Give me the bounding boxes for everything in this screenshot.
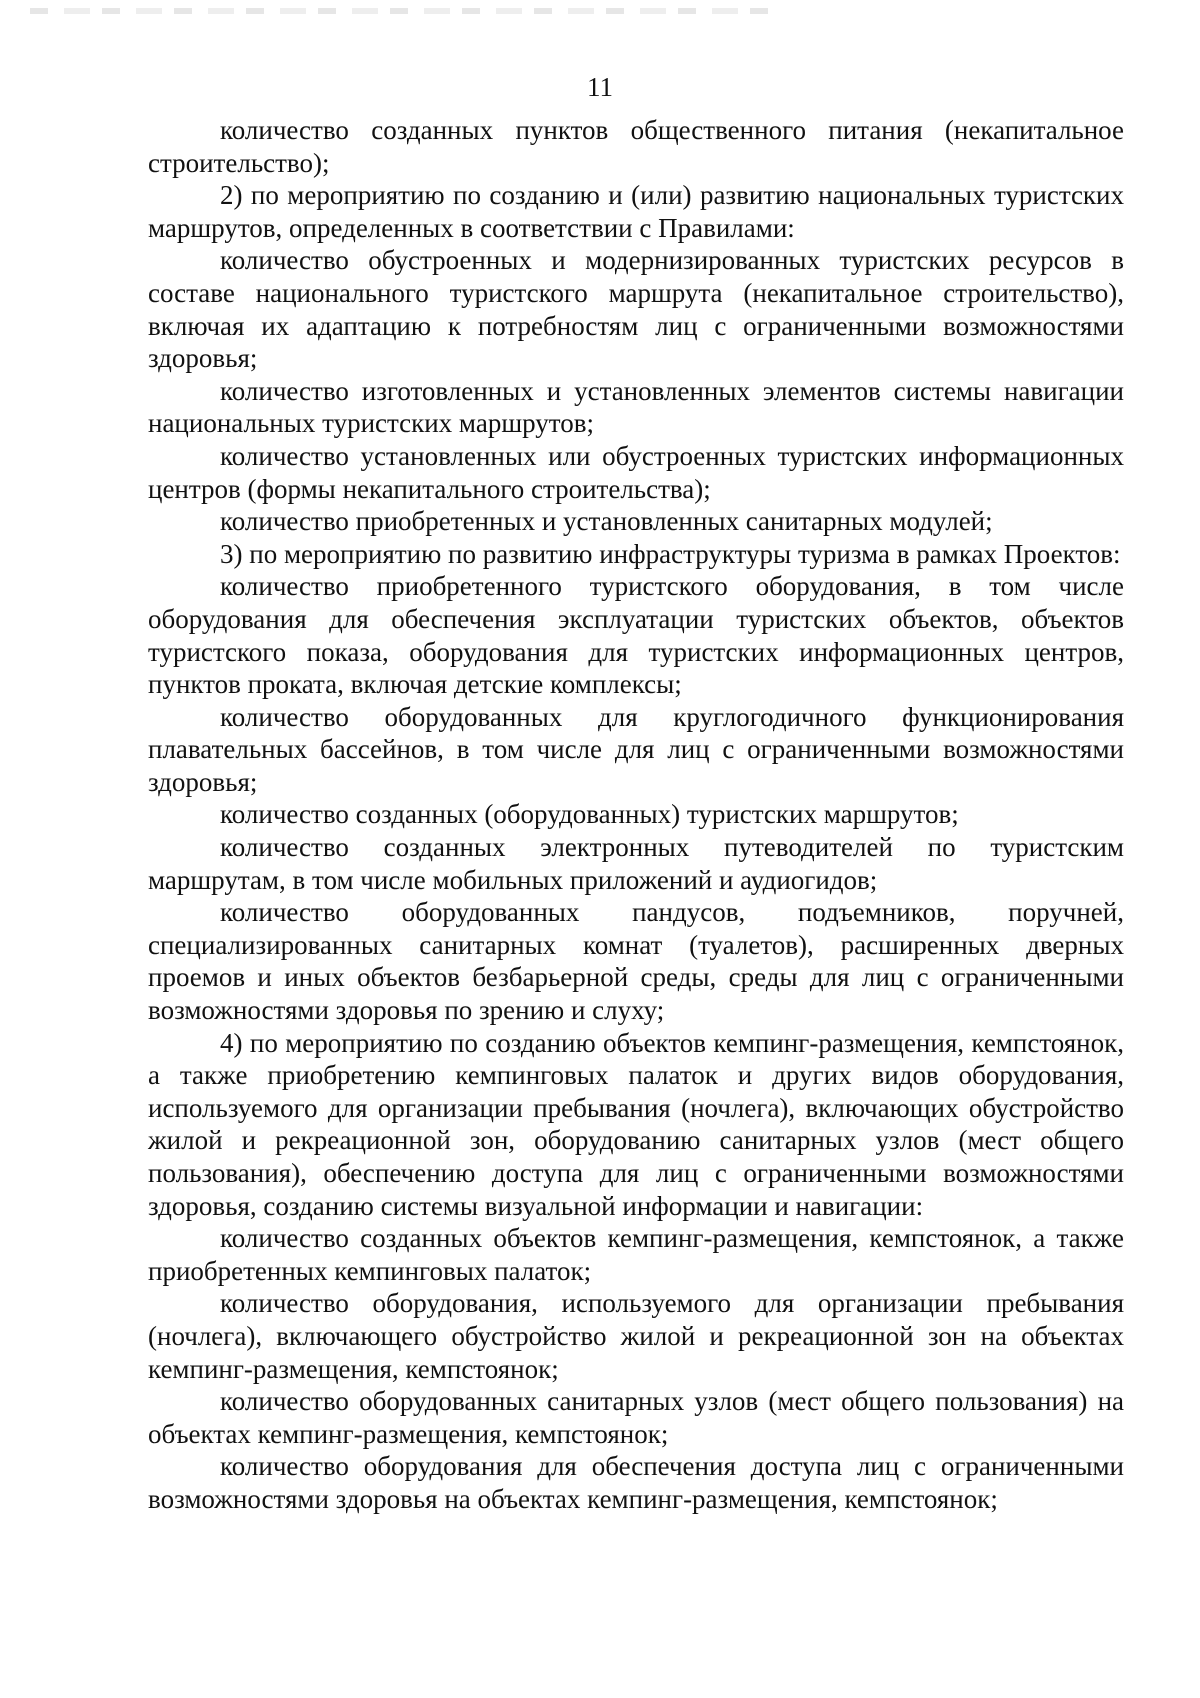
paragraph: количество созданных электронных путеводителей по туристским маршрутам, в том числе мобильных приложений и аудиогидов;	[148, 832, 1124, 895]
paragraph: количество созданных объектов кемпинг-размещения, кемпстоянок, а также приобретенных кемпинговых палаток;	[148, 1223, 1124, 1286]
paragraph: количество установленных или обустроенных туристских информационных центров (формы некапитального строительства);	[148, 440, 1124, 504]
paragraph: количество оборудованных санитарных узлов (мест общего пользования) на объектах кемпинг-размещения, кемпстоянок;	[148, 1386, 1124, 1449]
paragraph: 4) по мероприятию по созданию объектов кемпинг-размещения, кемпстоянок, а также приобретению кемпинговых палаток и других видов оборудования, используемого для организации пребывания (ночлега), включающих обустройство жилой и рекреационной зон, оборудованию санитарных узлов (мест общего пользования), обеспечению доступа для лиц с ограниченными возможностями здоровья, созданию системы визуальной информации и навигации:	[148, 1027, 1124, 1221]
paragraph: количество оборудования для обеспечения доступа лиц с ограниченными возможностями здоровья на объектах кемпинг-размещения, кемпстоянок;	[148, 1451, 1124, 1514]
paragraph: количество обустроенных и модернизированных туристских ресурсов в составе национального туристского маршрута (некапитальное строительство), включая их адаптацию к потребностям лиц с ограниченными возможностями здоровья;	[148, 245, 1124, 374]
paragraph: количество приобретенных и установленных санитарных модулей;	[220, 506, 993, 537]
paragraph: количество приобретенного туристского оборудования, в том числе оборудования для обеспечения эксплуатации туристских объектов, объектов туристского показа, оборудования для туристских информационных центров, пунктов проката, включая детские комплексы;	[148, 571, 1124, 700]
paragraph: количество созданных пунктов общественного питания (некапитальное строительство);	[148, 115, 1124, 178]
page-number: 11	[587, 72, 613, 102]
paragraph: количество изготовленных и установленных элементов системы навигации национальных туристских маршрутов;	[148, 375, 1124, 439]
document-body	[148, 114, 1124, 1516]
paragraph: 2) по мероприятию по созданию и (или) развитию национальных туристских маршрутов, определенных в соответствии с Правилами:	[148, 180, 1124, 243]
paragraph: 3) по мероприятию по развитию инфраструктуры туризма в рамках Проектов:	[220, 538, 1121, 569]
paragraph: количество оборудованных пандусов, подъемников, поручней, специализированных санитарных комнат (туалетов), расширенных дверных проемов и иных объектов безбарьерной среды, среды для лиц с ограниченными возможностями здоровья по зрению и слуху;	[148, 897, 1124, 1026]
paragraph: количество созданных (оборудованных) туристских маршрутов;	[220, 799, 959, 830]
scan-edge-artifact	[30, 8, 770, 14]
paragraph: количество оборудованных для круглогодичного функционирования плавательных бассейнов, в том числе для лиц с ограниченными возможностями здоровья;	[148, 701, 1124, 797]
paragraph: количество оборудования, используемого для организации пребывания (ночлега), включающего обустройство жилой и рекреационной зон на объектах кемпинг-размещения, кемпстоянок;	[148, 1288, 1124, 1384]
